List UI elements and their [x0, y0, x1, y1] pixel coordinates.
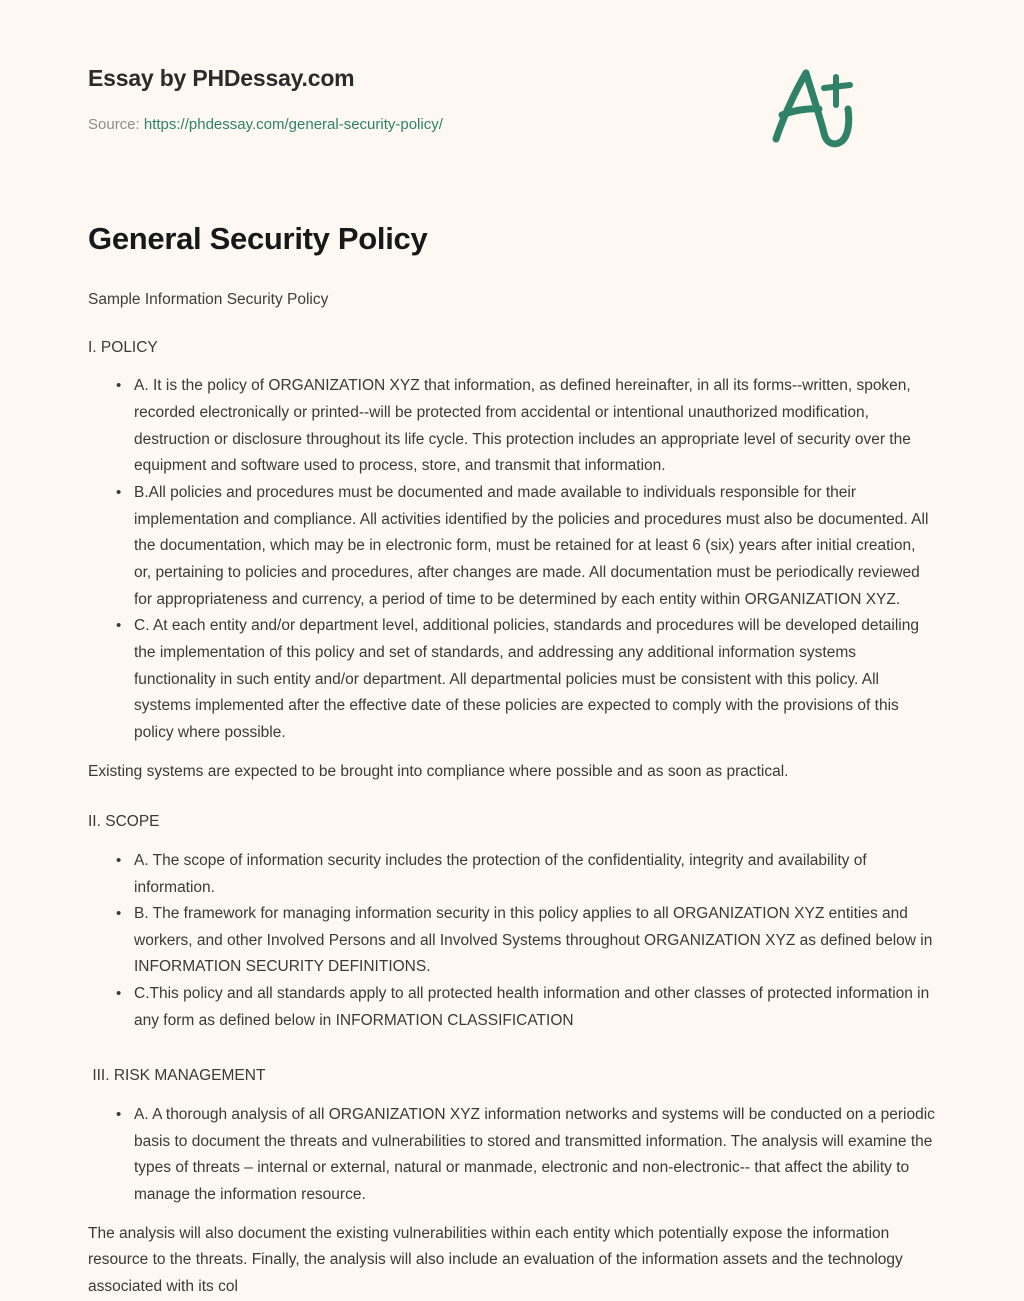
- site-brand: Essay by PHDessay.com: [88, 65, 355, 91]
- essay-body: [88, 335, 936, 1301]
- section-heading-scope: II. SCOPE: [88, 813, 160, 831]
- list-item: • A. A thorough analysis of all ORGANIZATION XYZ information networks and systems will be conducted on a periodic basis to document the threats and vulnerabilities to stored and transmitted information. The analysis will examine the types of threats – internal or external, natural or manmade, electronic and non-electronic-- that affect the ability to manage the information resource.: [134, 1102, 936, 1209]
- page-header: [88, 0, 936, 134]
- list-item: • B.All policies and procedures must be documented and made available to individuals responsible for their implementation and compliance. All activities identified by the policies and procedures must also be documented. All the documentation, which may be in electronic form, must be retained for at least 6 (six) years after initial creation, or, pertaining to policies and procedures, after changes are made. All documentation must be periodically reviewed for appropriateness and currency, a period of time to be determined by each entity within ORGANIZATION XYZ.: [134, 480, 936, 613]
- source-label: Source:: [88, 115, 140, 133]
- page-title: General Security Policy: [88, 221, 428, 257]
- source-link[interactable]: https://phdessay.com/general-security-policy/: [143, 115, 443, 133]
- list-item: • C. At each entity and/or department level, additional policies, standards and procedures will be developed detailing the implementation of this policy and set of standards, and addressing any additional information systems functionality in such entity and/or department. All departmental policies must be consistent with this policy. All systems implemented after the effective date of these policies are expected to comply with the provisions of this policy where possible.: [134, 613, 936, 746]
- risk-list: [88, 1102, 936, 1209]
- policy-closing-paragraph: Existing systems are expected to be brought into compliance where possible and as soon as practical.: [88, 762, 789, 780]
- page-subtitle: Sample Information Security Policy: [88, 291, 329, 309]
- section-heading-policy: I. POLICY: [88, 338, 158, 356]
- policy-list: [88, 373, 936, 746]
- list-item: • B. The framework for managing information security in this policy applies to all ORGANIZATION XYZ entities and workers, and other Involved Persons and all Involved Systems throughout ORGANIZATION XYZ as defined below in INFORMATION SECURITY DEFINITIONS.: [134, 901, 936, 981]
- section-heading-risk: III. RISK MANAGEMENT: [88, 1067, 266, 1085]
- list-item: • C.This policy and all standards apply to all protected health information and other classes of protected information in any form as defined below in INFORMATION CLASSIFICATION: [134, 981, 936, 1034]
- spacer: [88, 1046, 936, 1063]
- scope-list: [88, 848, 936, 1035]
- aplus-logo-icon: [762, 57, 858, 153]
- spacer: [88, 785, 936, 809]
- list-item: • A. The scope of information security includes the protection of the confidentiality, integrity and availability of information.: [134, 848, 936, 901]
- list-item: • A. It is the policy of ORGANIZATION XYZ that information, as defined hereinafter, in all its forms--written, spoken, recorded electronically or printed--will be protected from accidental or intentional unauthorized modification, destruction or disclosure throughout its life cycle. This protection includes an appropriate level of security over the equipment and software used to process, store, and transmit that information.: [134, 373, 936, 480]
- risk-closing-paragraph: The analysis will also document the existing vulnerabilities within each entity which potentially expose the information resource to the threats. Finally, the analysis will also include an evaluation of the information assets and the technology associated with its col: [88, 1224, 903, 1296]
